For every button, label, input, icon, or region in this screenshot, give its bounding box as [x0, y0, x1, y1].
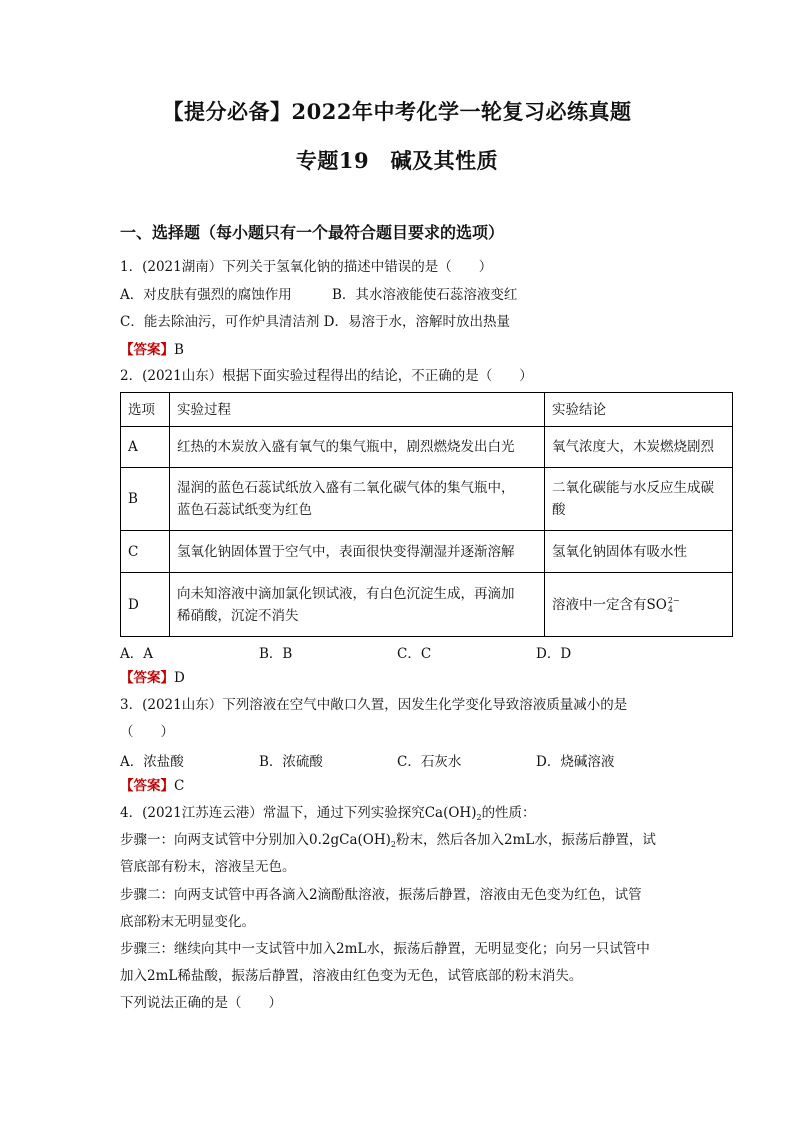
ion-charge: [668, 596, 680, 614]
q3-choice-b: B．浓硫酸: [259, 754, 323, 770]
q3-paren: （ ）: [120, 724, 174, 740]
table-cell-line: 蓝色石蕊试纸变为红色: [177, 502, 312, 518]
q3-choice-a: A．浓盐酸: [120, 754, 184, 770]
page-title: 【提分必备】2022年中考化学一轮复习必练真题: [162, 99, 632, 124]
table-cell-line: 向未知溶液中滴加氯化钡试液，有白色沉淀生成，再滴加: [177, 585, 515, 602]
q2-choice-a: A．A: [120, 646, 153, 662]
table-cell: 氧气浓度大，木炭燃烧剧烈: [545, 427, 733, 468]
table-cell: A: [121, 427, 170, 468]
table-cell: [170, 468, 545, 531]
q4-step-text: 粉末，然后各加入2mL水，振荡后静置，试: [395, 832, 656, 848]
table-header: 实验过程: [170, 393, 545, 427]
table-cell-line: 稀硝酸，沉淀不消失: [177, 607, 299, 624]
table-cell: [545, 573, 733, 637]
q1-answer: [120, 340, 184, 360]
experiment-table: [120, 392, 733, 637]
q4-step1-line1: [120, 830, 656, 852]
q1-option-a: A．对皮肤有强烈的腐蚀作用: [120, 287, 292, 303]
q4-ask: 下列说法正确的是（ ）: [120, 995, 282, 1011]
q1-option-cd: C．能去除油污，可作炉具清洁剂 D．易溶于水，溶解时放出热量: [120, 314, 510, 330]
page-subtitle: 专题19 碱及其性质: [295, 148, 499, 173]
table-header-row: [121, 393, 733, 427]
q2-choice-c: C．C: [397, 646, 432, 662]
ion-superscript: 2−: [667, 596, 680, 605]
q1-option-b: B．其水溶液能使石蕊溶液变红: [332, 287, 518, 303]
q4-step1-line2: 管底部有粉末，溶液呈无色。: [120, 859, 296, 875]
table-cell: 氢氧化钠固体置于空气中，表面很快变得潮湿并逐渐溶解: [170, 531, 545, 573]
q2-stem: 2．(2021山东）根据下面实验过程得出的结论，不正确的是（ ）: [120, 368, 533, 384]
ion-subscript: 4: [667, 605, 673, 614]
q4-step-text: 步骤一：向两支试管中分别加入0.2gCa(OH): [120, 832, 391, 848]
q2-choice-d: D．D: [536, 646, 572, 662]
q4-stem-text: 的性质：: [481, 805, 536, 821]
table-cell: 红热的木炭放入盛有氧气的集气瓶中，剧烈燃烧发出白光: [170, 427, 545, 468]
q3-stem: 3．(2021山东）下列溶液在空气中敞口久置，因发生化学变化导致溶液质量减小的是: [120, 697, 628, 713]
answer-value: B: [174, 342, 184, 358]
q4-step3-line2: 加入2mL稀盐酸，振荡后静置，溶液由红色变为无色，试管底部的粉末消失。: [120, 968, 583, 984]
answer-label: 【答案】: [120, 342, 174, 358]
section-heading: 一、选择题（每小题只有一个最符合题目要求的选项）: [120, 223, 505, 242]
answer-value: C: [174, 778, 185, 794]
q4-step2-line1: 步骤二：向两支试管中再各滴入2滴酚酞溶液，振荡后静置，溶液由无色变为红色，试管: [120, 887, 642, 903]
table-row: [121, 573, 733, 637]
table-cell: D: [121, 573, 170, 637]
table-cell-line: 酸: [552, 502, 566, 518]
q4-stem-text: 4．(2021江苏连云港）常温下，通过下列实验探究Ca(OH): [120, 805, 477, 821]
q3-answer: [120, 776, 184, 796]
q1-stem: 1．(2021湖南）下列关于氢氧化钠的描述中错误的是（ ）: [120, 259, 493, 275]
table-cell-line: 二氧化碳能与水反应生成碳: [552, 480, 714, 496]
answer-label: 【答案】: [120, 778, 174, 794]
table-cell: [545, 468, 733, 531]
table-row: [121, 531, 733, 573]
answer-label: 【答案】: [120, 670, 174, 686]
q4-stem: [120, 803, 536, 825]
table-row: [121, 427, 733, 468]
table-cell: B: [121, 468, 170, 531]
table-header: 选项: [121, 393, 170, 427]
table-cell: 氢氧化钠固体有吸水性: [545, 531, 733, 573]
q4-step3-line1: 步骤三：继续向其中一支试管中加入2mL水，振荡后静置，无明显变化；向另一只试管中: [120, 941, 650, 957]
q3-choice-c: C．石灰水: [397, 754, 462, 770]
subscript: 2: [390, 840, 396, 849]
q2-answer: [120, 668, 185, 688]
table-cell: [170, 573, 545, 637]
q3-choice-d: D．烧碱溶液: [536, 754, 615, 770]
table-row: [121, 468, 733, 531]
q2-choice-b: B．B: [259, 646, 293, 662]
table-cell: C: [121, 531, 170, 573]
subscript: 2: [476, 813, 482, 822]
q4-step2-line2: 底部粉末无明显变化。: [120, 914, 255, 930]
conclusion-text: 溶液中一定含有SO: [552, 596, 667, 613]
table-cell-line: 湿润的蓝色石蕊试纸放入盛有二氧化碳气体的集气瓶中，: [177, 480, 515, 496]
table-header: 实验结论: [545, 393, 733, 427]
answer-value: D: [174, 670, 185, 686]
